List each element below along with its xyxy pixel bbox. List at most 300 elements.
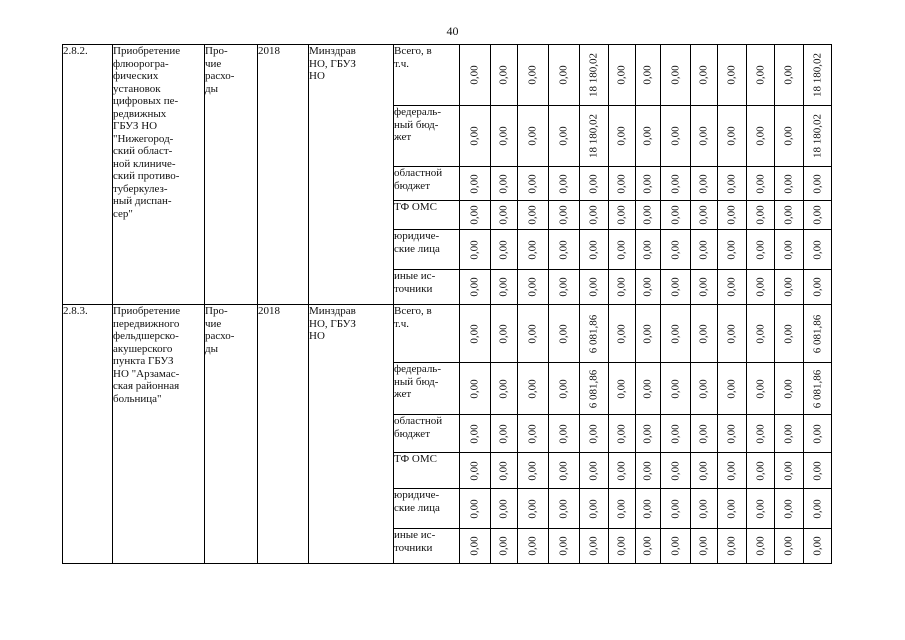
amount-value: 0,00	[615, 536, 628, 556]
amount-cell	[691, 270, 718, 305]
amount-cell	[609, 45, 636, 106]
amount-cell	[804, 363, 832, 415]
amount-value: 0,00	[754, 239, 766, 260]
amount-cell	[460, 230, 491, 270]
amount-cell	[491, 270, 518, 305]
amount-cell	[661, 489, 691, 529]
amount-cell	[460, 167, 491, 201]
amount-value: 0,00	[697, 277, 710, 297]
amount-cell	[636, 230, 661, 270]
amount-cell	[747, 305, 775, 363]
amount-cell	[518, 230, 549, 270]
amount-cell	[747, 230, 775, 270]
amount-cell	[460, 305, 491, 363]
amount-value: 0,00	[725, 423, 738, 444]
amount-cell	[549, 363, 580, 415]
amount-cell	[775, 305, 804, 363]
item-number-cell: 2.8.2.	[63, 45, 113, 305]
amount-cell	[804, 270, 832, 305]
amount-cell	[718, 453, 747, 489]
amount-value: 0,00	[468, 239, 481, 260]
amount-cell	[661, 305, 691, 363]
amount-value: 0,00	[782, 239, 795, 260]
amount-value: 0,00	[641, 205, 654, 225]
amount-value: 0,00	[697, 460, 710, 481]
amount-cell	[718, 363, 747, 415]
amount-value: 0,00	[697, 423, 710, 444]
amount-value: 0,00	[497, 173, 510, 194]
amount-cell	[775, 167, 804, 201]
amount-value: 0,00	[782, 460, 795, 481]
amount-cell	[661, 167, 691, 201]
amount-value: 0,00	[754, 205, 766, 225]
amount-value: 0,00	[697, 65, 710, 85]
amount-cell	[718, 270, 747, 305]
amount-cell	[636, 415, 661, 453]
amount-value: 0,00	[669, 423, 681, 444]
amount-value: 0,00	[468, 498, 481, 519]
amount-value: 0,00	[641, 323, 654, 344]
amount-cell	[691, 453, 718, 489]
amount-value: 18 180,02	[811, 53, 823, 97]
amount-cell	[518, 201, 549, 230]
amount-cell	[691, 415, 718, 453]
amount-value: 0,00	[497, 126, 510, 146]
budget-table	[62, 44, 832, 564]
amount-value: 0,00	[641, 498, 654, 519]
amount-cell	[775, 453, 804, 489]
amount-cell	[609, 453, 636, 489]
amount-cell	[609, 270, 636, 305]
amount-cell	[775, 363, 804, 415]
amount-value: 0,00	[641, 277, 654, 297]
funding-source-label: областной бюджет	[394, 415, 460, 453]
amount-cell	[804, 45, 832, 106]
table-row	[63, 45, 832, 106]
amount-value: 0,00	[725, 378, 738, 399]
amount-value: 0,00	[557, 126, 570, 146]
amount-value: 0,00	[754, 126, 766, 146]
amount-cell	[460, 106, 491, 167]
amount-value: 0,00	[669, 378, 681, 399]
amount-value: 0,00	[468, 65, 481, 85]
amount-value: 18 180,02	[811, 114, 823, 158]
amount-cell	[691, 167, 718, 201]
amount-cell	[775, 415, 804, 453]
amount-value: 0,00	[669, 239, 681, 260]
amount-value: 0,00	[754, 323, 766, 344]
amount-cell	[518, 489, 549, 529]
amount-cell	[636, 529, 661, 564]
funding-source-label: иные ис- точники	[394, 270, 460, 305]
amount-value: 0,00	[497, 498, 510, 519]
amount-value: 0,00	[641, 65, 654, 85]
amount-value: 0,00	[641, 460, 654, 481]
amount-cell	[491, 363, 518, 415]
amount-cell	[661, 230, 691, 270]
amount-cell	[549, 270, 580, 305]
funding-source-label: иные ис- точники	[394, 529, 460, 564]
amount-value: 0,00	[497, 423, 510, 444]
amount-value: 0,00	[782, 536, 795, 556]
year-cell: 2018	[258, 305, 309, 564]
amount-value: 0,00	[811, 536, 823, 556]
amount-value: 0,00	[526, 460, 539, 481]
amount-cell	[775, 270, 804, 305]
amount-value: 0,00	[669, 277, 681, 297]
amount-value: 0,00	[526, 536, 539, 556]
amount-value: 0,00	[615, 205, 628, 225]
amount-value: 0,00	[497, 378, 510, 399]
amount-cell	[460, 415, 491, 453]
amount-value: 0,00	[468, 536, 481, 556]
amount-value: 0,00	[587, 205, 600, 225]
amount-value: 0,00	[557, 173, 570, 194]
amount-value: 0,00	[782, 423, 795, 444]
amount-cell	[549, 230, 580, 270]
amount-cell	[636, 363, 661, 415]
amount-cell	[460, 270, 491, 305]
amount-value: 0,00	[754, 277, 766, 297]
amount-value: 0,00	[697, 205, 710, 225]
amount-cell	[518, 270, 549, 305]
amount-cell	[661, 453, 691, 489]
amount-value: 0,00	[782, 378, 795, 399]
amount-cell	[718, 106, 747, 167]
amount-value: 0,00	[669, 65, 681, 85]
amount-value: 0,00	[526, 205, 539, 225]
amount-value: 0,00	[782, 277, 795, 297]
amount-value: 0,00	[615, 277, 628, 297]
amount-cell	[691, 230, 718, 270]
amount-cell	[460, 201, 491, 230]
amount-cell	[661, 529, 691, 564]
amount-cell	[747, 45, 775, 106]
amount-value: 6 081,86	[587, 314, 600, 353]
amount-value: 0,00	[697, 536, 710, 556]
amount-cell	[518, 305, 549, 363]
amount-cell	[609, 363, 636, 415]
amount-value: 0,00	[468, 277, 481, 297]
amount-cell	[636, 106, 661, 167]
amount-cell	[775, 529, 804, 564]
amount-cell	[747, 415, 775, 453]
amount-cell	[549, 415, 580, 453]
amount-value: 0,00	[754, 65, 766, 85]
amount-cell	[747, 363, 775, 415]
amount-value: 0,00	[782, 126, 795, 146]
amount-value: 6 081,86	[587, 369, 600, 408]
amount-value: 0,00	[497, 277, 510, 297]
amount-cell	[747, 201, 775, 230]
amount-value: 0,00	[725, 536, 738, 556]
amount-cell	[609, 106, 636, 167]
executor-cell: Минздрав НО, ГБУЗ НО	[309, 305, 394, 564]
amount-cell	[580, 167, 609, 201]
amount-value: 0,00	[725, 460, 738, 481]
amount-value: 0,00	[697, 323, 710, 344]
amount-cell	[609, 489, 636, 529]
amount-value: 0,00	[811, 423, 823, 444]
amount-value: 0,00	[557, 378, 570, 399]
amount-cell	[460, 363, 491, 415]
amount-cell	[549, 489, 580, 529]
amount-value: 0,00	[811, 239, 823, 260]
amount-value: 0,00	[468, 126, 481, 146]
amount-cell	[691, 363, 718, 415]
amount-value: 0,00	[497, 65, 510, 85]
amount-cell	[747, 489, 775, 529]
amount-value: 0,00	[697, 498, 710, 519]
amount-cell	[661, 415, 691, 453]
amount-value: 0,00	[557, 536, 570, 556]
amount-cell	[491, 201, 518, 230]
table-row	[63, 305, 832, 363]
amount-cell	[718, 45, 747, 106]
funding-source-label: ТФ ОМС	[394, 201, 460, 230]
amount-cell	[549, 167, 580, 201]
amount-cell	[460, 453, 491, 489]
amount-cell	[775, 230, 804, 270]
amount-value: 0,00	[468, 378, 481, 399]
amount-value: 0,00	[587, 460, 600, 481]
amount-cell	[491, 106, 518, 167]
amount-cell	[491, 45, 518, 106]
amount-cell	[580, 415, 609, 453]
amount-cell	[636, 201, 661, 230]
amount-value: 0,00	[725, 205, 738, 225]
amount-cell	[718, 230, 747, 270]
amount-value: 0,00	[697, 378, 710, 399]
amount-value: 0,00	[811, 460, 823, 481]
amount-cell	[580, 201, 609, 230]
amount-value: 0,00	[725, 498, 738, 519]
amount-cell	[718, 489, 747, 529]
amount-cell	[804, 305, 832, 363]
amount-cell	[549, 45, 580, 106]
amount-value: 0,00	[526, 126, 539, 146]
amount-cell	[691, 45, 718, 106]
amount-cell	[747, 106, 775, 167]
amount-value: 0,00	[641, 239, 654, 260]
funding-source-label: федераль- ный бюд- жет	[394, 106, 460, 167]
amount-value: 0,00	[587, 498, 600, 519]
amount-value: 0,00	[557, 277, 570, 297]
amount-value: 0,00	[782, 65, 795, 85]
amount-value: 0,00	[615, 323, 628, 344]
amount-value: 0,00	[497, 205, 510, 225]
amount-value: 0,00	[669, 460, 681, 481]
amount-value: 0,00	[615, 498, 628, 519]
amount-value: 0,00	[641, 536, 654, 556]
amount-cell	[580, 363, 609, 415]
amount-cell	[747, 167, 775, 201]
amount-value: 0,00	[754, 173, 766, 194]
amount-cell	[580, 305, 609, 363]
amount-value: 0,00	[615, 173, 628, 194]
amount-cell	[549, 453, 580, 489]
amount-cell	[661, 270, 691, 305]
amount-value: 0,00	[497, 239, 510, 260]
amount-cell	[804, 489, 832, 529]
amount-value: 0,00	[697, 239, 710, 260]
amount-cell	[491, 415, 518, 453]
amount-value: 0,00	[497, 323, 510, 344]
amount-value: 0,00	[526, 239, 539, 260]
amount-cell	[580, 45, 609, 106]
amount-cell	[549, 305, 580, 363]
amount-cell	[775, 201, 804, 230]
amount-cell	[747, 529, 775, 564]
amount-value: 0,00	[754, 498, 766, 519]
amount-cell	[661, 45, 691, 106]
amount-value: 0,00	[526, 378, 539, 399]
amount-cell	[609, 201, 636, 230]
amount-value: 0,00	[587, 173, 600, 194]
amount-cell	[491, 230, 518, 270]
amount-value: 0,00	[615, 65, 628, 85]
amount-value: 0,00	[641, 423, 654, 444]
amount-value: 0,00	[557, 460, 570, 481]
amount-value: 18 180,02	[587, 114, 600, 158]
amount-cell	[549, 106, 580, 167]
amount-value: 0,00	[811, 173, 823, 194]
amount-cell	[549, 201, 580, 230]
funding-source-label: областной бюджет	[394, 167, 460, 201]
amount-value: 6 081,86	[811, 369, 823, 408]
amount-cell	[518, 529, 549, 564]
amount-value: 6 081,86	[811, 314, 823, 353]
amount-value: 0,00	[587, 239, 600, 260]
amount-cell	[804, 201, 832, 230]
amount-value: 0,00	[725, 323, 738, 344]
amount-value: 0,00	[669, 498, 681, 519]
amount-value: 0,00	[468, 173, 481, 194]
amount-value: 0,00	[811, 205, 823, 225]
amount-cell	[661, 201, 691, 230]
amount-cell	[580, 270, 609, 305]
amount-cell	[609, 529, 636, 564]
amount-cell	[518, 415, 549, 453]
amount-cell	[747, 453, 775, 489]
amount-value: 0,00	[468, 323, 481, 344]
amount-value: 0,00	[754, 378, 766, 399]
amount-value: 0,00	[615, 378, 628, 399]
amount-cell	[580, 529, 609, 564]
amount-value: 0,00	[754, 460, 766, 481]
amount-cell	[804, 529, 832, 564]
amount-value: 0,00	[697, 126, 710, 146]
amount-value: 0,00	[782, 173, 795, 194]
amount-cell	[661, 363, 691, 415]
item-name-cell: Приобретение флюорогра- фических установок цифровых пе- редвижных ГБУЗ НО "Нижегород- ский област- ной клиниче- ский противо- туберкулез- ный диспан- сер"	[113, 45, 205, 305]
amount-value: 0,00	[526, 65, 539, 85]
funding-source-label: юридиче- ские лица	[394, 489, 460, 529]
amount-cell	[691, 529, 718, 564]
amount-value: 0,00	[615, 239, 628, 260]
amount-cell	[636, 270, 661, 305]
funding-source-label: ТФ ОМС	[394, 453, 460, 489]
amount-value: 0,00	[526, 423, 539, 444]
amount-value: 0,00	[641, 126, 654, 146]
amount-cell	[804, 415, 832, 453]
amount-cell	[609, 230, 636, 270]
amount-value: 0,00	[641, 378, 654, 399]
amount-value: 0,00	[811, 277, 823, 297]
amount-value: 0,00	[725, 65, 738, 85]
amount-cell	[580, 106, 609, 167]
amount-cell	[460, 529, 491, 564]
amount-value: 0,00	[669, 173, 681, 194]
amount-value: 0,00	[468, 205, 481, 225]
amount-value: 0,00	[526, 173, 539, 194]
amount-cell	[549, 529, 580, 564]
amount-cell	[718, 415, 747, 453]
amount-cell	[775, 106, 804, 167]
amount-cell	[804, 453, 832, 489]
amount-cell	[460, 45, 491, 106]
expense-type-cell: Про- чие расхо- ды	[205, 45, 258, 305]
amount-cell	[804, 230, 832, 270]
amount-cell	[691, 201, 718, 230]
amount-value: 0,00	[725, 239, 738, 260]
amount-value: 0,00	[468, 423, 481, 444]
amount-cell	[580, 230, 609, 270]
amount-value: 0,00	[497, 536, 510, 556]
item-name-cell: Приобретение передвижного фельдшерско- акушерского пункта ГБУЗ НО "Арзамас- ская районная больница"	[113, 305, 205, 564]
amount-value: 0,00	[615, 460, 628, 481]
funding-source-label: Всего, в т.ч.	[394, 305, 460, 363]
amount-cell	[747, 270, 775, 305]
amount-value: 0,00	[669, 536, 681, 556]
amount-value: 0,00	[782, 498, 795, 519]
funding-source-label: юридиче- ские лица	[394, 230, 460, 270]
amount-value: 0,00	[557, 205, 570, 225]
amount-value: 18 180,02	[587, 53, 600, 97]
amount-cell	[580, 489, 609, 529]
amount-value: 0,00	[587, 423, 600, 444]
amount-cell	[636, 45, 661, 106]
amount-value: 0,00	[754, 536, 766, 556]
amount-cell	[491, 453, 518, 489]
amount-value: 0,00	[697, 173, 710, 194]
amount-value: 0,00	[526, 277, 539, 297]
amount-cell	[636, 167, 661, 201]
amount-cell	[460, 489, 491, 529]
funding-source-label: Всего, в т.ч.	[394, 45, 460, 106]
amount-value: 0,00	[557, 498, 570, 519]
amount-value: 0,00	[468, 460, 481, 481]
amount-cell	[775, 45, 804, 106]
amount-cell	[691, 106, 718, 167]
amount-cell	[804, 106, 832, 167]
amount-cell	[775, 489, 804, 529]
amount-value: 0,00	[669, 205, 681, 225]
amount-value: 0,00	[557, 323, 570, 344]
amount-value: 0,00	[669, 126, 681, 146]
amount-value: 0,00	[754, 423, 766, 444]
page-number: 40	[446, 24, 459, 38]
amount-value: 0,00	[725, 173, 738, 194]
amount-cell	[718, 529, 747, 564]
amount-value: 0,00	[557, 239, 570, 260]
amount-value: 0,00	[557, 423, 570, 444]
amount-value: 0,00	[615, 423, 628, 444]
amount-cell	[518, 453, 549, 489]
amount-value: 0,00	[782, 323, 795, 344]
amount-cell	[609, 167, 636, 201]
amount-value: 0,00	[526, 498, 539, 519]
